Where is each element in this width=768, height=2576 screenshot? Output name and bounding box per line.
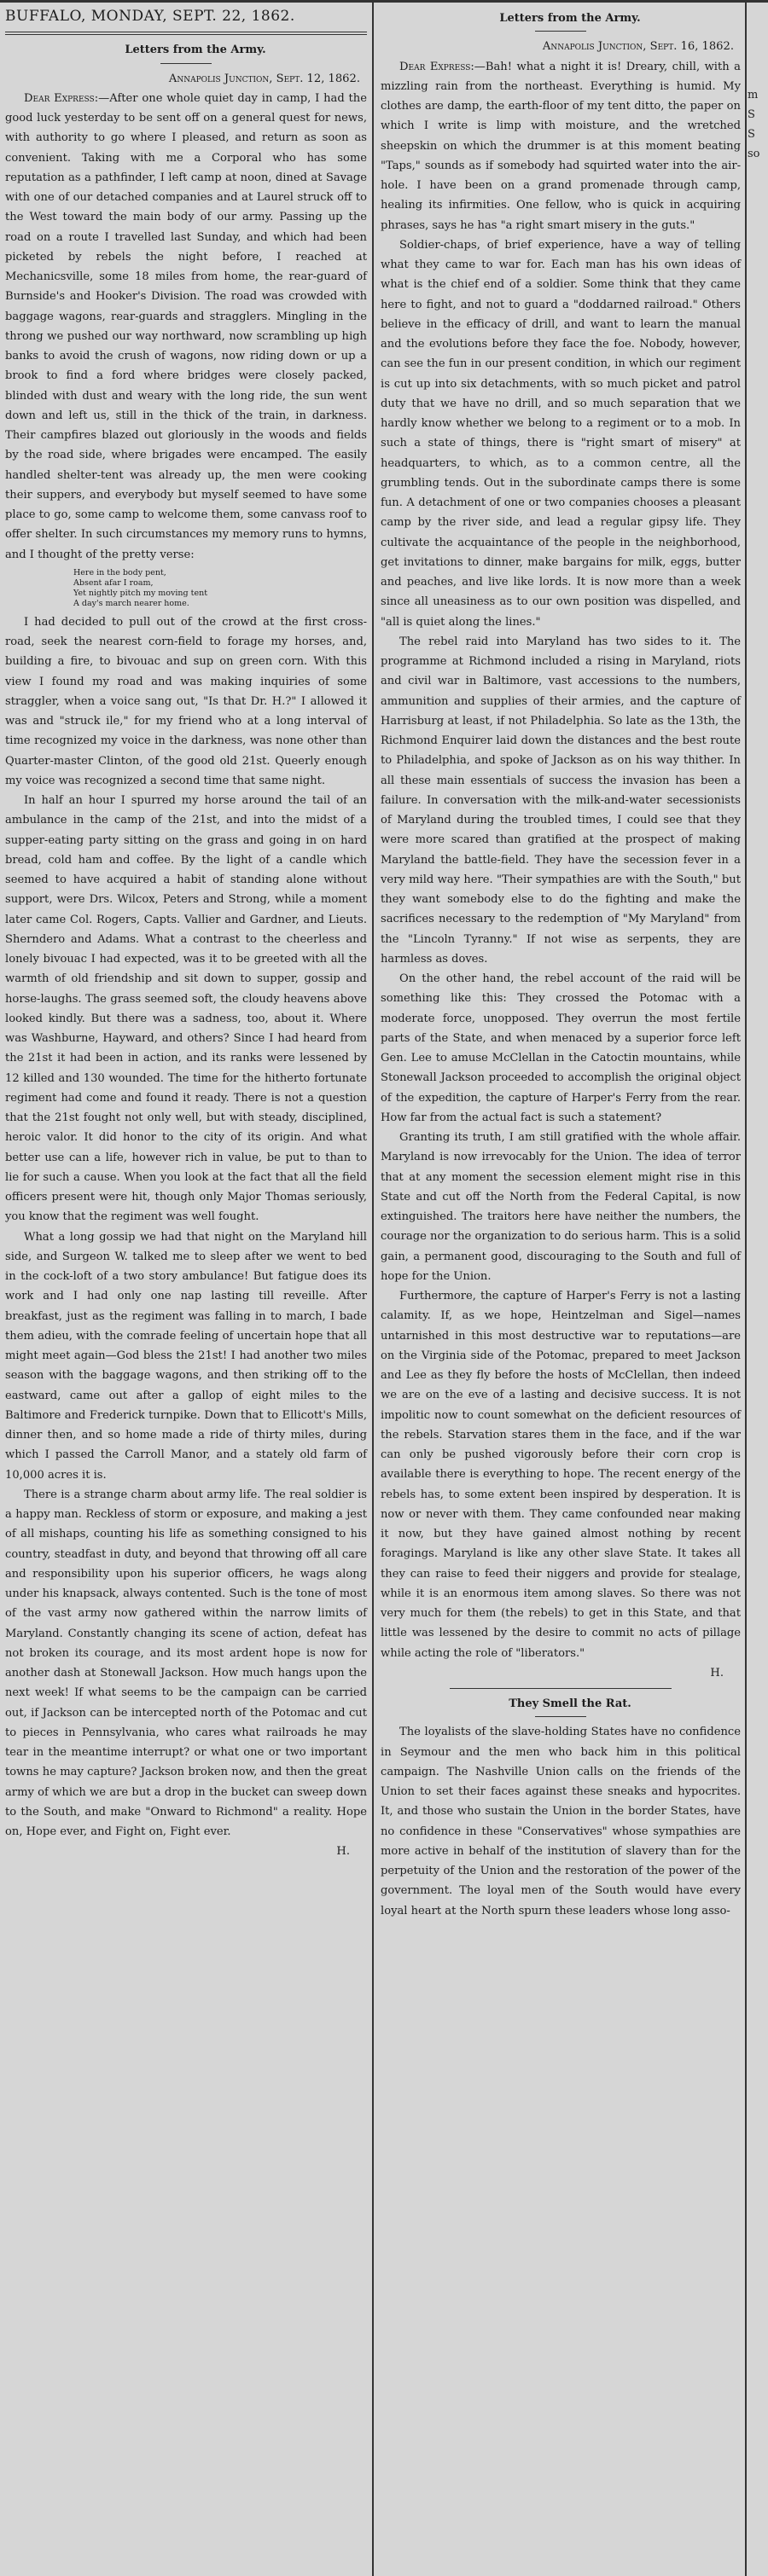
paragraph: I had decided to pull out of the crowd at the first cross-road, seek the nearest corn-field to forage my horses, and, building a fire, to bivouac and sup on green corn. With this view I found my road and was making inquiries of some straggler, when a voice sang out, "Is that Dr. H.?" I allowed it was and "struck ile," for my friend who at a long interval of time recognized my voice in the darkness, was none other than Quarter-master Clinton, of the good old 21st. Queerly enough my voice was recognized a second time that same night. bbox=[5, 615, 367, 787]
salutation: Dear Express: bbox=[24, 91, 99, 105]
dateline: Annapolis Junction, Sept. 12, 1862. bbox=[168, 72, 360, 85]
dateline: Annapolis Junction, Sept. 16, 1862. bbox=[542, 40, 734, 54]
salutation: Dear Express: bbox=[399, 60, 474, 73]
section-rule bbox=[450, 1688, 672, 1689]
adjacent-column-edge: m S S so bbox=[748, 89, 760, 160]
divider bbox=[535, 31, 586, 32]
signature: H. bbox=[336, 1845, 350, 1859]
poem-line: Absent afar I roam, bbox=[73, 577, 154, 588]
poem-line: A day's march nearer home. bbox=[73, 598, 189, 608]
poem bbox=[5, 568, 367, 609]
paragraph: On the other hand, the rebel account of the raid will be something like this: They crossed the Potomac with a moderate force, unopposed. They overrun the most fertile parts of the State, and when menaced by a superior force left Gen. Lee to amuse McClellan in the Catoctin mountains, while Stonewall Jackson proceeded to accomplish the original object of the expedition, the capture of Harper's Ferry from the rear. How far from the actual fact is such a statement? bbox=[381, 972, 741, 1124]
article-headline-2: They Smell the Rat. bbox=[509, 1697, 631, 1710]
left-column bbox=[5, 0, 367, 1862]
paragraph: Granting its truth, I am still gratified with the whole affair. Maryland is now irrevocably for the Union. The idea of terror that at any moment the secession element might rise in this State and cut off the North from the Federal Capital, is now extinguished. The traitors here have neither the numbers, the courage nor the organization to do serious harm. This is a solid gain, a permanent good, discouraging to the South and full of hope for the Union. bbox=[381, 1131, 741, 1283]
right-column bbox=[381, 0, 741, 1921]
divider bbox=[160, 63, 212, 64]
poem-line: Yet nightly pitch my moving tent bbox=[73, 588, 208, 598]
column-divider-right bbox=[745, 0, 747, 2576]
column-divider bbox=[372, 0, 374, 2576]
paragraph: In half an hour I spurred my horse around the tail of an ambulance in the camp of the 21st, and into the midst of a supper-eating party sitting on the grass and going in on hard bread, cold ham and coffee. By the light of a candle which seemed to have acquired a habit of standing alone without support, were Drs. Wilcox, Peters and Strong, while a moment later came Col. Rogers, Capts. Vallier and Gardner, and Lieuts. Sherndero and Adams. What a contrast to the cheerless and lonely bivouac I had expected, was it to be greeted with all the warmth of old friendship and sit down to supper, gossip and horse-laughs. The grass seemed soft, the cloudy heavens above looked kindly. But there was a sadness, too, about it. Where was Washburne, Hayward, and others? Since I had heard from the 21st it had been in action, and its ranks were lessened by 12 killed and 130 wounded. The time for the hitherto fortunate regiment had come and found it ready. There is not a question that the 21st fought not only well, but with steady, disciplined, heroic valor. It did honor to the city of its origin. And what better use can a life, however rich in value, be put to than to lie for such a cause. When you look at the fact that all the field officers present were hit, though only Major Thomas seriously, you know that the regiment was well fought. bbox=[5, 794, 367, 1224]
divider bbox=[535, 1716, 586, 1717]
paragraph: The rebel raid into Maryland has two sides to it. The programme at Richmond included a rising in Maryland, riots and civil war in Baltimore, vast accessions to the numbers, ammunition and supplies of their armies, and the capture of Harrisburg at least, if not Philadelphia. So late as the 13th, the Richmond Enquirer laid down the distances and the best route to Philadelphia, and spoke of Jackson as on his way thither. In all these main essentials of success the invasion has been a failure. In conversation with the milk-and-water secessionists of Maryland during the troubled times, I could see that they were more scared than gratified at the prospect of making Maryland the battle-field. They have the secession fever in a very mild way here. "Their sympathies are with the South," but they want somebody else to do the fighting and make the sacrifices necessary to the redemption of "My Maryland" from the "Lincoln Tyranny." If not wise as serpents, they are harmless as doves. bbox=[381, 635, 741, 966]
article-headline: Letters from the Army. bbox=[499, 12, 641, 25]
paragraph: Furthermore, the capture of Harper's Ferry is not a lasting calamity. If, as we hope, Heintzelman and Sigel—names untarnished in this most destructive war to reputations—are on the Virginia side of the Potomac, prepared to meet Jackson and Lee as they fly before the hosts of McClellan, then indeed we are on the eve of a lasting and decisive success. It is not impolitic now to count somewhat on the deficient resources of the rebels. Starvation stares them in the face, and if the war can only be pushed vigorously before their corn crop is available there is everything to hope. The recent energy of the rebels has, to some extent been inspired by desperation. It is now or never with them. They came confounded near making it now, but they have gained almost nothing by recent foragings. Maryland is like any other slave State. It takes all they can raise to feed their niggers and provide for stealage, while it is an enormous item among slaves. So there was not very much for them (the rebels) to get in this State, and that little was lessened by the desire to commit no acts of pillage while acting the role of "liberators." bbox=[381, 1290, 741, 1660]
paragraph: Dear Express:—After one whole quiet day in camp, I had the good luck yesterday to be sent off on a general quest for news, with authority to go where I pleased, and return as soon as convenient. Taking with me a Corporal who has some reputation as a pathfinder, I left camp at noon, dined at Savage with one of our detached companies and at Laurel struck off to the West toward the main body of our army. Passing up the road on a route I travelled last Sunday, and which had been picketed by rebels the night before, I reached at Mechanicsville, some 18 miles from home, the rear-guard of Burnside's and Hooker's Division. The road was crowded with baggage wagons, rear-guards and stragglers. Mingling in the throng we pushed our way northward, now scrambling up high banks to avoid the crush of wagons, now riding down or up a brook to find a ford where bridges were closely packed, blinded with dust and weary with the long ride, the sun went down and left us, still in the thick of the train, in darkness. Their campfires blazed out gloriously in the woods and fields by the road side, where brigades were encamped. The easily handled shelter-tent was already up, the men were cooking their suppers, and everybody but myself seemed to have some place to go, some camp to welcome them, some canvass roof to offer shelter. In such circumstances my memory runs to hymns, and I thought of the pretty verse: bbox=[5, 91, 367, 561]
signature: H. bbox=[710, 1666, 724, 1680]
article-headline: Letters from the Army. bbox=[125, 44, 266, 57]
paragraph: Dear Express:—Bah! what a night it is! Dreary, chill, with a mizzling rain from the northeast. Everything is humid. My clothes are damp, the earth-floor of my tent ditto, the paper on which I write is limp with moisture, and the wretched sheepskin on which the drummer is at this moment beating "Taps," sounds as if somebody had squirted water into the air-hole. I have been on a grand promenade through camp, healing its infirmities. One fellow, who is quick in acquiring phrases, says he has "a right smart misery in the guts." bbox=[381, 60, 741, 232]
paragraph: What a long gossip we had that night on the Maryland hill side, and Surgeon W. talked me to sleep after we went to bed in the cock-loft of a two story ambulance! But fatigue does its work and I had only one nap lasting till reveille. After breakfast, just as the regiment was falling in to march, I bade them adieu, with the comrade feeling of uncertain hope that all might meet again—God bless the 21st! I had another two miles season with the baggage wagons, and then striking off to the eastward, came out after a gallop of eight miles to the Baltimore and Frederick turnpike. Down that to Ellicott's Mills, dinner then, and so home made a ride of thirty miles, during which I passed the Carroll Manor, and a stately old farm of 10,000 acres it is. bbox=[5, 1230, 367, 1482]
paragraph: There is a strange charm about army life. The real soldier is a happy man. Reckless of storm or exposure, and making a jest of all mishaps, counting his life as something consigned to his country, steadfast in duty, and beyond that throwing off all care and responsibility upon his superior officers, he wags along under his knapsack, always contented. Such is the tone of most of the vast army now gathered within the narrow limits of Maryland. Constantly changing its scene of action, defeat has not broken its courage, and its most ardent hope is now for another dash at Stonewall Jackson. How much hangs upon the next week! If what seems to be the campaign can be carried out, if Jackson can be intercepted north of the Potomac and cut to pieces in Pennsylvania, who cares what railroads he may tear in the meantime interrupt? or what one or two important towns he may capture? Jackson broken now, and then the great army of which we are but a drop in the bucket can sweep down to the South, and make "Onward to Richmond" a reality. Hope on, Hope ever, and Fight on, Fight ever. bbox=[5, 1488, 367, 1838]
paragraph: The loyalists of the slave-holding States have no confidence in Seymour and the men who back him in this political campaign. The Nashville Union calls on the friends of the Union to set their faces against these sneaks and hypocrites. It, and those who sustain the Union in the border States, have no confidence in these "Conservatives" whose sympathies are more active in behalf of the institution of slavery than for the perpetuity of the Union and the restoration of the power of the government. The loyal men of the South would have every loyal heart at the North spurn these leaders whose long asso- bbox=[381, 1726, 741, 1917]
masthead: BUFFALO, MONDAY, SEPT. 22, 1862. bbox=[5, 8, 295, 25]
masthead-rule-2 bbox=[5, 34, 367, 35]
poem-line: Here in the body pent, bbox=[73, 567, 166, 577]
paragraph: Soldier-chaps, of brief experience, have a way of telling what they came to war for. Each man has his own ideas of what is the chief end of a soldier. Some think that they came here to fight, and not to guard a "doddarned railroad." Others believe in the efficacy of drill, and want to learn the manual and the evolutions before they face the foe. Nobody, however, can see the fun in our present condition, in which our regiment is cut up into six detachments, with so much picket and patrol duty that we have no drill, and so much separation that we hardly know whether we belong to a regiment or to a mob. In such a state of things, there is "right smart of misery" at headquarters, to which, as to a common centre, all the grumbling tends. Out in the subordinate camps there is some fun. A detachment of one or two companies chooses a pleasant camp by the river side, and lead a regular gipsy life. They cultivate the acquaintance of the people in the neighborhood, get invitations to dinner, make bargains for milk, eggs, butter and peaches, and live like lords. It is now more than a week since all uneasiness as to our own position was dispelled, and "all is quiet along the lines." bbox=[381, 238, 741, 629]
